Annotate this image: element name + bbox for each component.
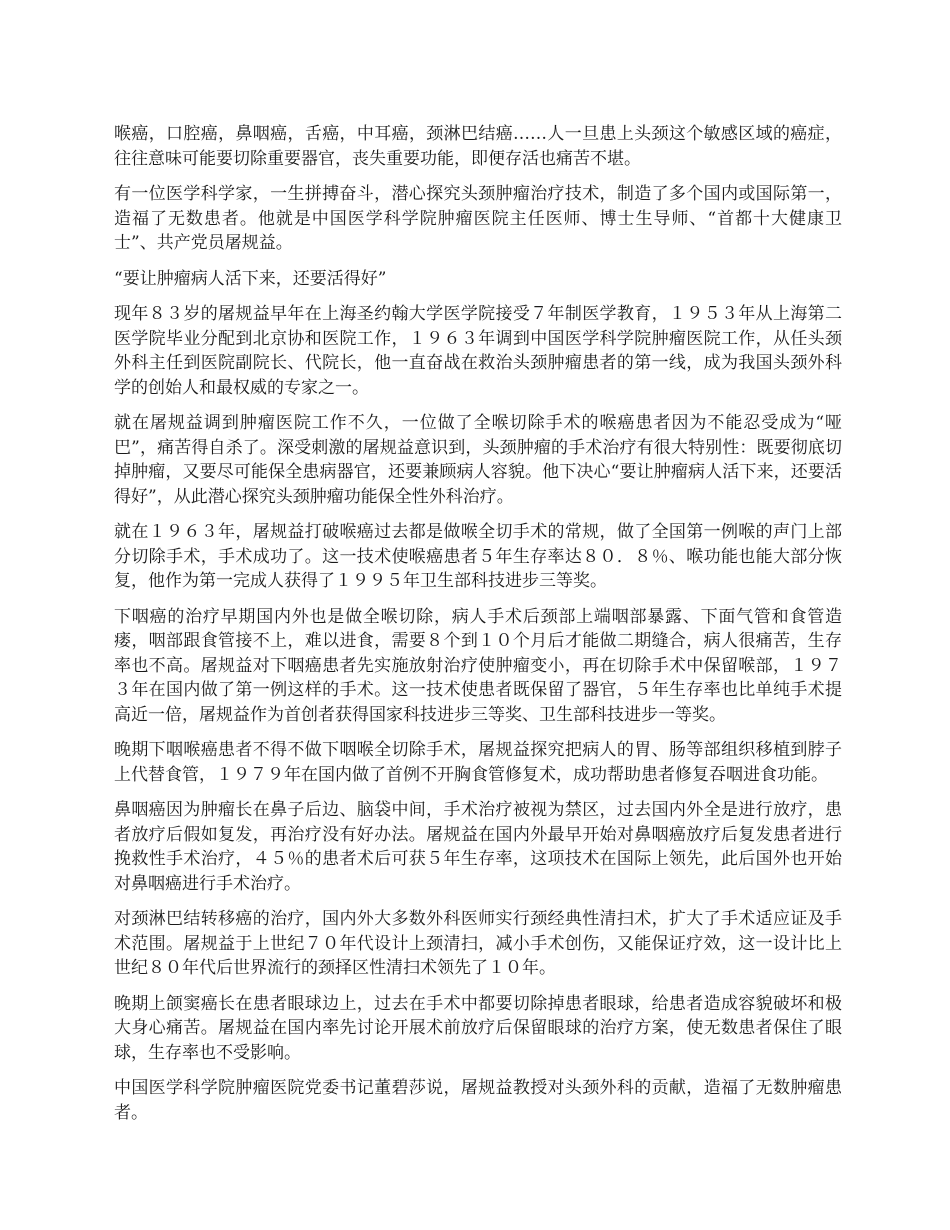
paragraph-maxillary: 晚期上颌窦癌长在患者眼球边上，过去在手术中都要切除掉患者眼球，给患者造成容貌破坏和极大身心痛苦。屠规益在国内率先讨论开展术前放疗后保留眼球的治疗方案，使无数患者保住了眼球，生存率也不受影响。 [114,993,842,1063]
paragraph-motivation: 就在屠规益调到肿瘤医院工作不久，一位做了全喉切除手术的喉癌患者因为不能忍受成为“哑巴”，痛苦得自杀了。深受刺激的屠规益意识到，头颈肿瘤的手术治疗有很大特别性：既要彻底切掉肿瘤，又要尽可能保全患病器官，还要兼顾病人容貌。他下决心“要让肿瘤病人活下来，还要活得好”，从此潜心探究头颈肿瘤功能保全性外科治疗。 [114,413,842,507]
paragraph-neck-dissection: 对颈淋巴结转移癌的治疗，国内外大多数外科医师实行颈经典性清扫术，扩大了手术适应证及手术范围。屠规益于上世纪７０年代设计上颈清扫，减小手术创伤，又能保证疗效，这一设计比上世纪８０年代后世界流行的颈择区性清扫术领先了１０年。 [114,909,842,978]
article-body [114,122,842,1136]
paragraph-intro: 喉癌，口腔癌，鼻咽癌，舌癌，中耳癌，颈淋巴结癌……人一旦患上头颈这个敏感区域的癌症，往往意味可能要切除重要器官，丧失重要功能，即便存活也痛苦不堪。 [114,124,842,169]
paragraph-closing: 中国医学科学院肿瘤医院党委书记董碧莎说，屠规益教授对头颈外科的贡献，造福了无数肿瘤患者。 [114,1078,842,1123]
paragraph-laryngeal: 就在１９６３年，屠规益打破喉癌过去都是做喉全切手术的常规，做了全国第一例喉的声门上部分切除手术，手术成功了。这一技术使喉癌患者５年生存率达８０．８％、喉功能也能大部分恢复，他作为第一完成人获得了１９９５年卫生部科技进步三等奖。 [114,522,842,591]
paragraph-hypopharyngeal: 下咽癌的治疗早期国内外也是做全喉切除，病人手术后颈部上端咽部暴露、下面气管和食管造瘘，咽部跟食管接不上，难以进食，需要８个到１０个月后才能做二期缝合，病人很痛苦，生存率也不高。屠规益对下咽癌患者先实施放射治疗使肿瘤变小，再在切除手术中保留喉部，１９７３年在国内做了第一例这样的手术。这一技术使患者既保留了器官，５年生存率也比单纯手术提高近一倍，屠规益作为首创者获得国家科技进步三等奖、卫生部科技进步一等奖。 [114,606,842,725]
paragraph-nasopharyngeal: 鼻咽癌因为肿瘤长在鼻子后边、脑袋中间，手术治疗被视为禁区，过去国内外全是进行放疗，患者放疗后假如复发，再治疗没有好办法。屠规益在国内外最早开始对鼻咽癌放疗后复发患者进行挽救性手术治疗，４５％的患者术后可获５年生存率，这项技术在国际上领先，此后国外也开始对鼻咽癌进行手术治疗。 [114,800,842,894]
paragraph-esophageal-repair: 晚期下咽喉癌患者不得不做下咽喉全切除手术，屠规益探究把病人的胃、肠等部组织移植到脖子上代替食管，１９７９年在国内做了首例不开胸食管修复术，成功帮助患者修复吞咽进食功能。 [114,740,842,785]
paragraph-career: 现年８３岁的屠规益早年在上海圣约翰大学医学院接受７年制医学教育，１９５３年从上海第二医学院毕业分配到北京协和医院工作，１９６３年调到中国医学科学院肿瘤医院工作，从任头颈外科主任到医院副院长、代院长，他一直奋战在救治头颈肿瘤患者的第一线，成为我国头颈外科学的创始人和最权威的专家之一。 [114,304,842,398]
paragraph-subheading: “要让肿瘤病人活下来，还要活得好” [114,268,387,289]
paragraph-scientist: 有一位医学科学家，一生拼搏奋斗，潜心探究头颈肿瘤治疗技术，制造了多个国内或国际第一，造福了无数患者。他就是中国医学科学院肿瘤医院主任医师、博士生导师、“首都十大健康卫士”、共产党员屠规益。 [114,184,842,253]
